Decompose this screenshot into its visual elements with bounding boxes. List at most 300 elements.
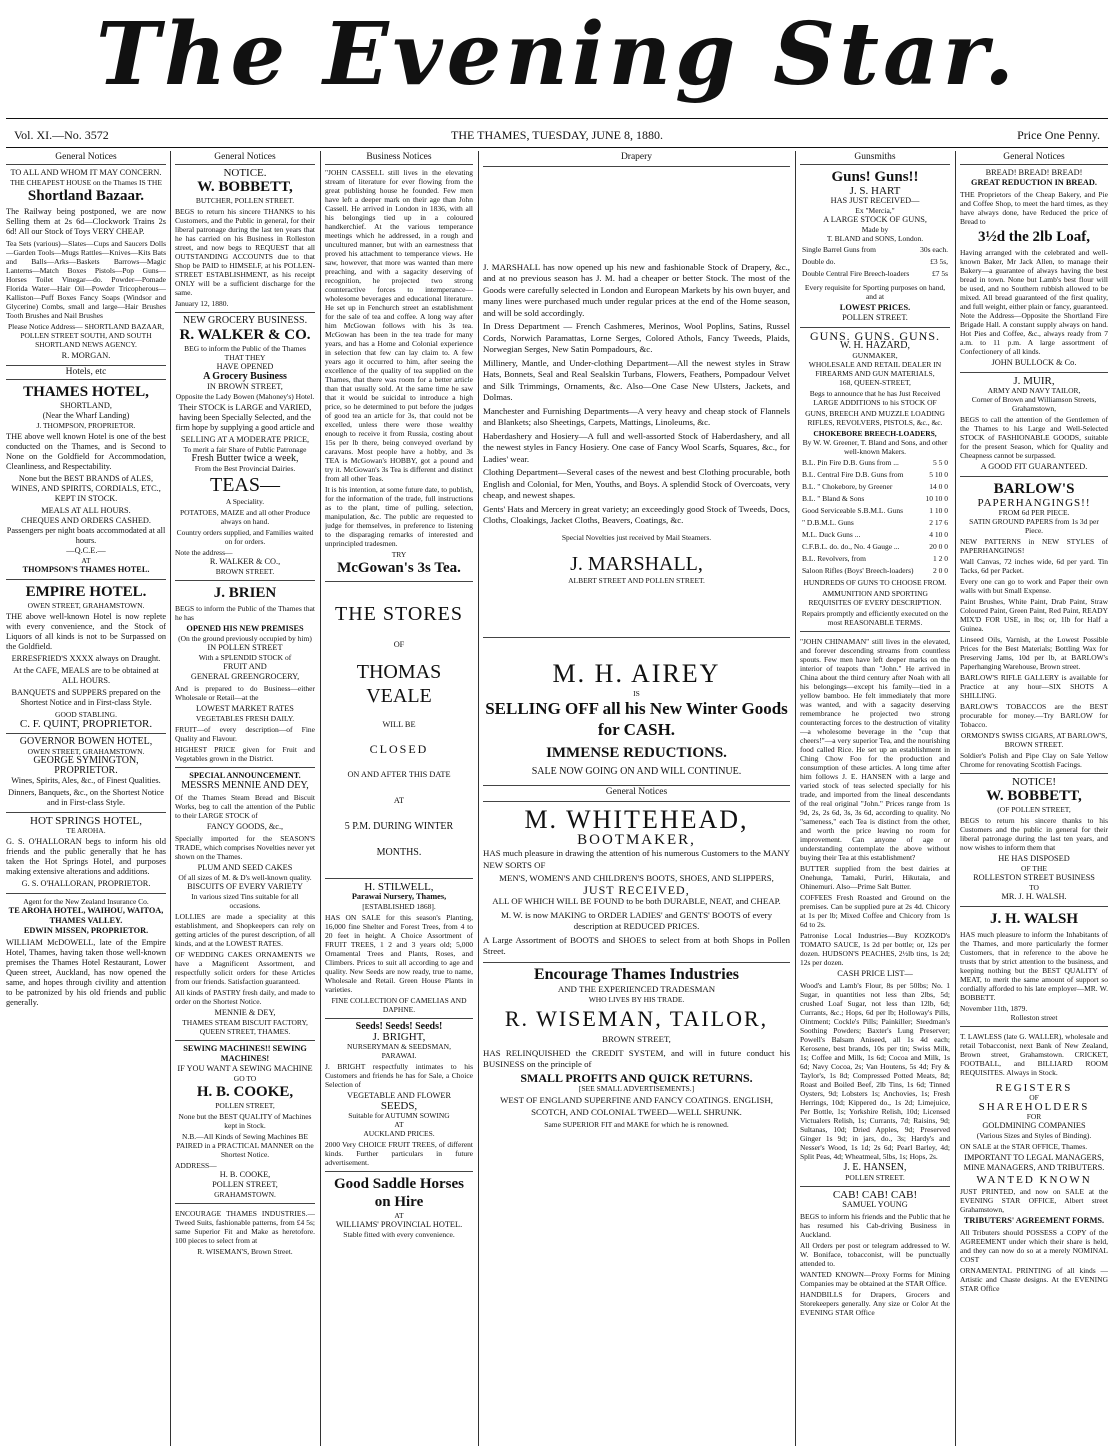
table-cell: 5 5 0 bbox=[933, 458, 948, 467]
ad-text: LOLLIES are made a speciality at this establishment, and Shopkeepers can rely on getting articles of the purest description, of all kinds, and at the LOWEST RATES. bbox=[175, 912, 315, 948]
ad-text: POLLEN STREET. bbox=[845, 1173, 905, 1182]
table-cell: 14 0 0 bbox=[929, 482, 948, 491]
ad-text: POLLEN STREET, bbox=[212, 1180, 278, 1189]
ad-title: 3½d the 2lb Loaf, bbox=[977, 229, 1091, 245]
ad-text: November 11th, 1879. bbox=[960, 1004, 1028, 1013]
ad-text: It is his intention, at some future date, to publish, for the information of the trade, full instructions as to the plant, time of pulling, selection, manipulation, &c. The public are requested to judge for themselves, in preference to listening to the disparaging remarks of interested and unprincipled tradesmen. bbox=[325, 485, 473, 548]
ad-text: Every requisite for Sporting purposes on hand, and at bbox=[804, 283, 946, 301]
walker-grocery-ad bbox=[175, 312, 315, 576]
ad-text: ALL OF WHICH WILL BE FOUND to be both DURABLE, NEAT, and CHEAP. bbox=[492, 896, 781, 906]
ad-text: T. LAWLESS (late G. WALLER), wholesale and retail Tobacconist, next Bank of New Zealand, Brown street, Grahamstown. CRICKET, FOOTBALL, and BILLIARD ROOM REQUISITES. Always in Stock. bbox=[960, 1032, 1108, 1077]
ad-text: FROM 6d PER PIECE. bbox=[998, 508, 1070, 517]
ad-text: Country orders supplied, and Families waited on for orders. bbox=[176, 528, 314, 546]
ad-signature: C. F. QUINT, PROPRIETOR. bbox=[19, 718, 153, 730]
ad-text: Tea Sets (various)—Slates—Cups and Saucers Dolls—Garden Tools—Mugs Rattles—Knives—Kits Bats and Balls—Arks—Baskets Barrows—Magic Lanterns—Match Boxes Pistols—Pop Guns—Horses Toilet Vinegar—do. Powder—Pomade Florida Water—Hair Oil—Powder Tricopherous—Kalliston—Puff Boxes Fancy Soaps (Windsor and Glycerine) Combs, small and large—Hair Brushes Tooth Brushes and Nail Brushes bbox=[6, 239, 166, 320]
ad-title: MESSRS MENNIE AND DEY, bbox=[181, 780, 309, 791]
ad-text: None but the BEST BRANDS of ALES, WINES, AND SPIRITS, CORDIALS, ETC., KEPT IN STOCK. bbox=[11, 474, 161, 503]
stilwell-nursery-ad bbox=[325, 878, 473, 1014]
ad-text: HIGHEST PRICE given for Fruit and Vegetables grown in the District. bbox=[175, 745, 315, 763]
ad-text: Stable fitted with every convenience. bbox=[343, 1230, 455, 1239]
ad-text: Passengers per night boats accommodated at all hours. bbox=[6, 526, 166, 545]
ad-text: POTATOES, MAIZE and all other Produce always on hand. bbox=[179, 508, 311, 526]
ad-text: Their STOCK is LARGE and VARIED, having been Specially Selected, and the firm hope by supplying a good article and bbox=[175, 403, 315, 432]
ad-text: SMALL PROFITS AND QUICK RETURNS. bbox=[520, 1070, 753, 1085]
ad-text: BEGS to inform his friends and the Public that he has resumed his Cab-driving Business in Auckland. bbox=[800, 1212, 950, 1239]
ad-text: HAS JUST RECEIVED— bbox=[830, 196, 920, 205]
ad-text: FANCY GOODS, &c., bbox=[206, 822, 284, 831]
ad-text: AT bbox=[393, 796, 405, 805]
airey-sale-ad bbox=[483, 637, 790, 778]
ad-text: Opposite the Lady Bowen (Mahoney's) Hotel. bbox=[175, 392, 315, 401]
table-cell: 1 10 0 bbox=[929, 506, 948, 515]
ad-text: Fresh Butter twice a week, bbox=[191, 453, 299, 464]
section-header: Drapery bbox=[483, 151, 790, 167]
ad-text: CLOSED bbox=[369, 742, 429, 756]
ad-title: HOT SPRINGS HOTEL, bbox=[30, 815, 142, 827]
saddle-horses-ad bbox=[325, 1171, 473, 1239]
section-header: General Notices bbox=[960, 151, 1108, 165]
table-cell: " D.B.M.L. Guns bbox=[802, 518, 854, 527]
table-cell: 20 0 0 bbox=[929, 542, 948, 551]
column-divider bbox=[320, 151, 321, 1446]
ad-text: (On the ground previously occupied by him) bbox=[178, 634, 312, 643]
masthead-rule bbox=[6, 118, 1108, 119]
hansen-tea-ad bbox=[800, 631, 950, 1182]
ad-text: HUNDREDS OF GUNS TO CHOOSE FROM. bbox=[803, 578, 947, 587]
ad-text: Made by bbox=[861, 225, 889, 234]
ad-text: Wall Canvas, 72 inches wide, 6d per yard. Tin Tacks, 6d per Packet. bbox=[960, 557, 1108, 575]
ad-title: TE AROHA HOTEL, WAIHOU, WAITOA, THAMES VALLEY. bbox=[8, 906, 164, 925]
price: Price One Penny. bbox=[1017, 128, 1100, 142]
ad-text: —Q.C.E.— bbox=[66, 546, 106, 555]
column-4 bbox=[483, 151, 790, 1446]
ad-title: TEAS— bbox=[210, 474, 280, 496]
ad-text: (Near the Wharf Landing) bbox=[42, 411, 130, 420]
ad-title: H. STILWELL, bbox=[364, 881, 434, 893]
ad-title: THAMES HOTEL, bbox=[23, 384, 149, 400]
ad-title: H. B. COOKE, bbox=[196, 1084, 294, 1100]
ad-text: In Dress Department — French Cashmeres, Merinos, Wool Poplins, Satins, Russel Cords, Norwich Paramattas, Lorne Serges, Colored Athols, Fancy Tweeds, Plaids, Norwegian Serges, New Satin Pompadours, &c. bbox=[483, 321, 790, 354]
table-row bbox=[802, 530, 948, 540]
ad-text: Wood's and Lamb's Flour, 8s per 50lbs; No. 1 Sugar, in quantities not less than 2lbs, 5d; crushed Loaf Sugar, not less than 12lb, 6d; Currants, &c.; Hops, 6d per lb; Holloway's Pills, Ointment; Cockle's Pills; Painkiller; Steedman's Soothing Powders; Baxter's Lung Preserver; Powell's Balsam Aniseed, all 1s 4d each; Kerosene, best brands, 10s per tin; Swiss Milk, 1s; Coffee and Milk, 1s 6d; Cocoa and Milk, 1s 6d; Navy Cocoa, 2s; Van Houtens, 5s 4d; Fry & Taylor's, 1s 8d; Compressed Potted Meats, 8d; Roast and Boiled Beef, 2lb Tins, 1s 6d; Tinned Oysters, 9d; Lobsters 1s; Anchovies, 1s; Fresh Herrings, 10d; Kippered do., 1s 2d; Limejuice, Per Bottle, 1s; Yorkshire Relish, 10d; Licensed Victualers Relish, 1s; Currants, 7d; Raisins, 9d; Sultanas, 10d; Dried Apples, 9d; Preserved Ginger 1s 9d; in jars, do., 3s; Hardy's and Nesser's Wood, 1s 1d; 2s 6d; Pearl Barley, 4d; Split Peas, 4d; Wheatmeal, 5lbs, 1s; Hops, 2s. bbox=[800, 981, 950, 1161]
ad-text: WANTED KNOWN—Proxy Forms for Mining Companies may be obtained at the STAR Office. bbox=[800, 1270, 950, 1288]
ad-text: IMMENSE REDUCTIONS. bbox=[546, 744, 727, 761]
ad-title: McGowan's 3s Tea. bbox=[337, 560, 461, 576]
ad-text: A Speciality. bbox=[225, 497, 265, 506]
ad-text: FINE COLLECTION OF CAMELIAS AND DAPHNE. bbox=[331, 996, 467, 1014]
bobbett-notice-ad bbox=[175, 168, 315, 308]
ad-text: JUST RECEIVED, bbox=[583, 882, 690, 897]
ad-text: ROLLESTON STREET BUSINESS bbox=[973, 873, 1095, 882]
ad-text: (OF POLLEN STREET, bbox=[997, 805, 1071, 814]
ad-text: A Large Assortment of BOOTS and SHOES to select from at both Shops in Pollen Street. bbox=[483, 934, 790, 956]
table-row bbox=[802, 482, 948, 492]
ad-text: HAS ON SALE for this season's Planting, 16,000 fine Shelter and Forest Trees, from 4 to 20 feet in height. A Choice Assortment of FRUIT TREES, 1 2 and 3 years old; 5,000 Ornamental Trees and Plants, Roses, and Climbers. Prices to suit all according to age and quality. New Seeds are now ready, true to name, Wholesale and Retail. Green House Plants in varieties. bbox=[325, 913, 473, 994]
ad-text: G. S. O'HALLORAN begs to inform his old friends and the public generally that he has taken the Hot Springs Hotel, and purposes making extensive alterations and additions. bbox=[6, 837, 166, 876]
ad-text: MEALS AT ALL HOURS. bbox=[41, 506, 131, 515]
ad-text: Millinery, Mantle, and Under-clothing Department—All the newest styles in Straw Hats, Bonnets, Seal and Real Sealskin Turbans, Flowers, Feathers, Pompadour Velvet and Silk Trimmings, Ornaments, &c. Also—One Case New Ulsters, Jackets, and Dolmas. bbox=[483, 357, 790, 402]
ad-text: AT bbox=[394, 1211, 404, 1220]
ad-text: ADDRESS— bbox=[175, 1161, 217, 1170]
barlow-paperhangings-ad bbox=[960, 476, 1108, 769]
table-cell: 1 2 0 bbox=[933, 554, 948, 563]
column-divider bbox=[170, 151, 171, 1446]
section-header: General Notices bbox=[483, 785, 790, 802]
ad-text: OF bbox=[393, 640, 405, 649]
ad-text: POLLEN STREET, bbox=[215, 1101, 275, 1110]
ad-text: T. BLAND and SONS, London. bbox=[826, 234, 924, 243]
ad-text: Rolleston street bbox=[1010, 1013, 1058, 1022]
ad-signature: J. E. HANSEN, bbox=[843, 1162, 907, 1173]
section-header: Gunsmiths bbox=[800, 151, 950, 165]
ad-text: BUTTER supplied from the best dairies at Onehunga, Tamaki, Puriri, Hikutaia, and Ohinemuri. Also—Prime Salt Butter. bbox=[800, 864, 950, 891]
ad-text: SATIN GROUND PAPERS from 1s 3d per Piece. bbox=[969, 517, 1099, 535]
table-row bbox=[802, 458, 948, 468]
ad-text: ARMY AND NAVY TAILOR, bbox=[987, 386, 1081, 395]
ad-text: THE Proprietors of the Cheap Bakery, and Pie and Coffee Shop, to meet the hard times, as they have always done, have Reduced the price of Bread to bbox=[960, 190, 1108, 226]
dateline-rule bbox=[6, 147, 1108, 148]
ad-text: Haberdashery and Hosiery—A full and well-assorted Stock of Haberdashery, and all the newest styles in Fancy Hosiery. One case of Fancy Wool Scarfs, Squares, &c., for Ladies' wear. bbox=[483, 430, 790, 464]
wiseman-tweed-ad bbox=[175, 1203, 315, 1256]
ad-text: CHOKEBORE BREECH-LOADERS, bbox=[813, 429, 937, 438]
ad-title: EMPIRE HOTEL. bbox=[25, 584, 147, 600]
ad-text: Begs to announce that he has Just Received LARGE ADDITIONS to his STOCK OF bbox=[809, 389, 941, 407]
ad-text: BEGS to call the attention of the Gentlemen of the Thames to his Large and Well-Selected STOCK of FASHIONABLE GOODS, suitable for the present Season, which for Quality and Cheapness cannot be surpassed. bbox=[960, 415, 1108, 460]
ad-text: And is prepared to do Business—either Wholesale or Retail—at the bbox=[175, 684, 315, 702]
ad-text: WILL BE bbox=[382, 720, 416, 729]
ad-text: TRY bbox=[391, 550, 407, 559]
ad-text: COFFEES Fresh Roasted and Ground on the premises. Can be supplied pure at 2s 4d. Chicory at 1s per lb; Mixed Coffee and Chicory from 1s 6d to 2s. bbox=[800, 893, 950, 929]
ad-title: THE STORES bbox=[335, 603, 463, 625]
ad-text: Of the Thames Steam Bread and Biscuit Works, beg to call the attention of the Public to their LARGE STOCK of bbox=[175, 793, 315, 820]
ad-text: BARLOW'S TOBACCOS are the BEST procurable for money.—Try BARLOW for Tobacco. bbox=[960, 702, 1108, 729]
ad-text: WILLIAMS' PROVINCIAL HOTEL. bbox=[335, 1220, 463, 1229]
table-cell: 2 0 0 bbox=[933, 566, 948, 575]
whitehead-bootmaker-ad bbox=[483, 805, 790, 958]
ad-text: BEGS to inform the Public of the Thames that he has bbox=[175, 604, 315, 622]
ad-text: To merit a fair Share of Public Patronage bbox=[183, 445, 307, 454]
column-1 bbox=[6, 151, 166, 1446]
ad-text: Paint Brushes, White Paint, Drab Paint, Straw Coloured Paint, Green Paint, Red Paint, READY MIX'D FOR USE, in lbs; or, 1lb for Half a Guinea. bbox=[960, 597, 1108, 633]
column-2 bbox=[175, 151, 315, 1446]
ad-title: CAB! CAB! CAB! bbox=[832, 1189, 918, 1201]
ad-title: GUNS. GUNS. GUNS. bbox=[809, 329, 940, 343]
ad-text: THAMES STEAM BISCUIT FACTORY, QUEEN STREET, THAMES. bbox=[182, 1018, 308, 1036]
cab-ad bbox=[800, 1186, 950, 1317]
mcgowan-tea-ad bbox=[325, 168, 473, 577]
table-cell: B.L. Revolvers, from bbox=[802, 554, 866, 563]
column-6 bbox=[960, 151, 1108, 1446]
ad-text: ORNAMENTAL PRINTING of all kinds —Artistic and Chaste designs. At the EVENING STAR Office bbox=[960, 1266, 1108, 1293]
column-divider bbox=[795, 151, 796, 1446]
hazard-gunmaker-ad bbox=[800, 327, 950, 627]
brien-fruit-ad bbox=[175, 580, 315, 763]
ad-title: BARLOW'S bbox=[993, 481, 1075, 497]
ad-text: GUNMAKER, bbox=[852, 351, 898, 360]
ad-text: In various sized Tins suitable for all occasions. bbox=[191, 892, 299, 910]
ad-text: Ex "Mercia," bbox=[855, 206, 895, 215]
ad-text: POLLEN STREET. bbox=[842, 313, 908, 322]
ad-text: HE HAS DISPOSED bbox=[998, 854, 1070, 863]
ad-text: "JOHN CHINAMAN" still lives in the elevated, and forever descending streams from countless spouts. Few men have left deeper marks on the interior of teapots than "John." He arrived in China about the third century after Noah with all his belongings—except his family—tied in a yellow bamboo. He felt immediately that more was wanted, and with a sagacity deserving remembrance he projected two strong counteracting forces to the destruction of vitality —a wholesome beverage in the "cup that cheers!"—a very superior Tea, and the nourishing food called Rice. He set up an establishment in Ching Chow Foo for the production and consumption of these articles. A long time after him follows J. E. HANSEN with a large and varied stock of teas selected specially for his trade, and imported from the lineal descendants of the real original "John." Prices range from 1s 9d, 2s, 2s 6d, 3s, 3s 6d, according to quality. No "sameness," each Tea is distinct from the other, and worth the price leaving no room for improvement. Can anyone of age or understanding contemplate the above without buying their Tea at this establishment? bbox=[800, 637, 950, 862]
ad-text: The Railway being postponed, we are now Selling them at 2s 6d—Clockwork Trains 2s 6d! All our Stock of Toys VERY CHEAP. bbox=[6, 207, 166, 236]
ad-heading: SEWING MACHINES!! SEWING MACHINES! bbox=[183, 1044, 307, 1063]
hart-guns-ad bbox=[800, 168, 950, 323]
ad-text: AND THE EXPERIENCED TRADESMAN bbox=[557, 983, 716, 994]
ad-title: J. MARSHALL, bbox=[570, 552, 703, 575]
registers-ad bbox=[960, 1026, 1108, 1293]
table-row bbox=[802, 554, 948, 564]
ad-text: IMPORTANT TO LEGAL MANAGERS, MINE MANAGERS, AND TRIBUTERS. bbox=[963, 1153, 1105, 1172]
ad-text: (Various Sizes and Styles of Binding). bbox=[976, 1131, 1092, 1140]
ad-text: IN POLLEN STREET bbox=[207, 643, 283, 652]
ad-title: SELLING OFF all his New Winter Goods for CASH. bbox=[485, 698, 788, 739]
bobbett-disposed-notice bbox=[960, 773, 1108, 902]
ad-text: PARAWAI. bbox=[381, 1051, 417, 1060]
ad-text: ENCOURAGE THAMES INDUSTRIES.—Tweed Suits, fashionable patterns, from £4 5s; same Superior Fit and Make as heretofore. 100 pieces to select from at bbox=[175, 1209, 315, 1245]
ad-text: IN BROWN STREET, bbox=[207, 382, 283, 391]
ad-signature: JOHN BULLOCK & Co. bbox=[991, 358, 1077, 367]
ad-heading: NOTICE. bbox=[223, 167, 267, 179]
table-cell: C.F.B.L. do. do., No. 4 Gauge ... bbox=[802, 542, 900, 551]
ad-text: Specially imported for the SEASON'S TRADE, which comprises Novelties never yet shown on the Thames. bbox=[175, 834, 315, 861]
ad-text: BEGS to return his sincere THANKS to his Customers, and the Public in general, for their liberal patronage during the last ten years that he has carried on his Business in Rolleston street, and now begs to REQUEST that all OUTSTANDING ACCOUNTS due to that Shop be PAID to HIMSELF, at his POLLEN-STREET ESTABLISHMENT, as his receipt ONLY will be a sufficient discharge for the same. bbox=[175, 207, 315, 297]
table-cell: £7 5s bbox=[931, 269, 948, 278]
ad-text: ON SALE at the STAR OFFICE, Thames. bbox=[960, 1142, 1088, 1151]
ad-text: EDWIN MISSEN, PROPRIETOR. bbox=[23, 926, 149, 935]
ad-text: OF WEDDING CAKES ORNAMENTS we have a Magnificent Assortment, and respectfully solicit orders for these Articles from our friends. Satisfaction guaranteed. bbox=[175, 950, 315, 986]
ad-text: SEEDS, bbox=[380, 1100, 418, 1112]
ad-text: BROWN STREET. bbox=[215, 567, 275, 576]
ad-heading: Seeds! Seeds! Seeds! bbox=[355, 1021, 443, 1032]
ad-text: Soldier's Polish and Pipe Clay on Sale Yellow Chrome for renovating Scottish Facings. bbox=[960, 751, 1108, 769]
table-row bbox=[802, 257, 948, 267]
ad-title: J. BRIGHT, bbox=[372, 1031, 426, 1043]
ad-title: J. BRIEN bbox=[213, 585, 277, 601]
masthead bbox=[0, 0, 1114, 118]
ad-text: SAMUEL YOUNG bbox=[842, 1200, 908, 1209]
ad-heading: NEW GROCERY BUSINESS. bbox=[182, 315, 308, 326]
ad-text: January 12, 1880. bbox=[175, 299, 229, 308]
ad-title: BOOTMAKER, bbox=[577, 831, 696, 848]
ad-text: GEORGE SYMINGTON, PROPRIETOR. bbox=[33, 755, 139, 776]
ad-text: Agent for the New Zealand Insurance Co. bbox=[23, 897, 149, 906]
ad-text: LOWEST MARKET RATES bbox=[196, 704, 294, 713]
ad-title: Shortland Bazaar. bbox=[27, 188, 145, 204]
ad-text: All Tributers should POSSESS a COPY of the AGREEMENT under which their share is held, and they can now do so at a merely NOMINAL COST bbox=[960, 1228, 1108, 1264]
ad-text: AT bbox=[394, 1120, 404, 1129]
ad-text: Clothing Department—Several cases of the newest and best Clothing procurable, both English and Colonial, for Men, Youths, and Boys. A splendid Stock of Overcoats, very cheap, and newest shapes. bbox=[483, 467, 790, 500]
table-row bbox=[802, 494, 948, 504]
ad-text: J. THOMPSON, PROPRIETOR. bbox=[36, 421, 136, 430]
ad-title: W. BOBBETT, bbox=[986, 788, 1082, 804]
table-cell: 5 10 0 bbox=[929, 470, 948, 479]
section-header: General Notices bbox=[175, 151, 315, 165]
ad-text: CHEQUES AND ORDERS CASHED. bbox=[21, 516, 151, 525]
ad-title: on Hire bbox=[374, 1194, 424, 1210]
ad-text: JUST PRINTED, and now on SALE at the EVENING STAR OFFICE, Albert street Grahamstown, bbox=[960, 1187, 1108, 1214]
ad-text: THE CHEAPEST HOUSE on the Thames IS THE bbox=[10, 178, 162, 187]
table-row bbox=[802, 470, 948, 480]
ad-text: "JOHN CASSELL still lives in the elevating stream of literature for ever flowing from the great publishing house he founded. Few men have left a deeper mark on their age than John Cassell. He arrived in London in 1836, with all his belongings tied up in a coloured handkerchief. At the various temperance meetings which he addressed, in a rough and uncultured manner, but with an earnestness that proved his attachment to temperance views. He saw, however, that more was wanted than mere preaching, and with a sagacity deserving of recognition, he projected two strong counteractive forces to intemperance—wholesome beverages and educational literature. He set up in Fenchurch street an establishment for the sale of tea and coffee. A long way after him McGowan follows with his 3s tea. McGowan has been in the tea trade for many years, and has a Home and Colonial experience in selection that few can lay claim to. A few years ago it occurred to him, after seeing the excellence of the quality of tea supplied on the Thames, that there was room for a better article than that usually sold. At the same time he saw that it would be suicidal to introduce a high price, so he determined to put before the judges of good tea an article for 3s, that could not be excelled, unless there were those wealthy enough to receive it from Russia, costing about 15s per lb there, being conveyed overland by caravans. Most people have a hobby, and 3s TEA is McGowan's HOBBY, got a pound and try it. McGowan's 3s Tea is different and distinct from all other Teas. bbox=[325, 168, 473, 483]
ad-text: A GOOD FIT GUARANTEED. bbox=[980, 462, 1088, 471]
ad-text: Same SUPERIOR FIT and MAKE for which he is renowned. bbox=[544, 1120, 729, 1129]
table-row bbox=[802, 269, 948, 279]
ad-text: MEN'S, WOMEN'S AND CHILDREN'S BOOTS, SHOES, AND SLIPPERS, bbox=[499, 873, 774, 883]
ad-text: 5 P.M. DURING WINTER bbox=[344, 821, 454, 832]
governor-bowen-hotel-ad bbox=[6, 733, 166, 808]
wiseman-tailor-ad bbox=[483, 962, 790, 1130]
ad-heading: NOTICE! bbox=[1012, 776, 1056, 788]
gun-price-table bbox=[800, 243, 950, 281]
thomas-veale-ad bbox=[325, 581, 473, 858]
thames-hotel-ad bbox=[6, 383, 166, 575]
ad-signature: R. MORGAN. bbox=[61, 351, 111, 360]
table-cell: Saloon Rifles (Boys' Breech-loaders) bbox=[802, 566, 914, 575]
ad-text: BARLOW'S RIFLE GALLERY is available for Practice at any hour—SIX SHOTS A SHILLING. bbox=[960, 673, 1108, 700]
ad-text: CASH PRICE LIST— bbox=[837, 969, 913, 978]
ad-title: J. MUIR, bbox=[1013, 375, 1055, 387]
ad-text: HAS much pleasure in drawing the attention of his numerous Customers to the MANY NEW SORTS OF bbox=[483, 848, 790, 870]
ad-text: BANQUETS and SUPPERS prepared on the Shortest Notice and in First-class Style. bbox=[11, 688, 161, 707]
ad-text: Parawai Nursery, Thames, bbox=[351, 892, 447, 901]
ad-text: TRIBUTERS' AGREEMENT FORMS. bbox=[963, 1216, 1105, 1225]
volume-number: Vol. XI.—No. 3572 bbox=[14, 128, 109, 142]
ad-text: HAS RELINQUISHED the CREDIT SYSTEM, and will in future conduct his BUSINESS on the principle of bbox=[483, 1047, 790, 1069]
ad-text: M. W. is now MAKING to ORDER LADIES' and GENTS' BOOTS of every description at REDUCED PRICES. bbox=[501, 909, 772, 931]
hot-springs-hotel-ad bbox=[6, 812, 166, 889]
column-5 bbox=[800, 151, 950, 1446]
ad-text: Dinners, Banquets, &c., on the Shortest Notice and in First-class Style. bbox=[8, 788, 164, 807]
ad-title: Encourage Thames Industries bbox=[533, 965, 740, 983]
ad-text: A LARGE STOCK OF GUNS, bbox=[823, 215, 927, 224]
ad-text: Every one can go to work and Paper their own walls with but Small Expense. bbox=[960, 577, 1108, 595]
ad-text: ON AND AFTER THIS DATE bbox=[347, 770, 451, 779]
ad-text: ORMOND'S SWISS CIGARS, AT BARLOW'S, BROWN STREET. bbox=[960, 731, 1108, 749]
ad-signature: H. B. COOKE, bbox=[219, 1170, 271, 1179]
ad-text: Of all sizes of M. & D's well-known quality. bbox=[178, 873, 312, 882]
ad-text: A Grocery Business bbox=[203, 371, 287, 382]
walsh-butcher-ad bbox=[960, 906, 1108, 1022]
ad-title: R. WALKER & CO. bbox=[179, 327, 311, 343]
table-cell: M.L. Duck Guns ... bbox=[802, 530, 861, 539]
mennie-dey-ad bbox=[175, 767, 315, 1036]
ad-text: 168, QUEEN-STREET, bbox=[839, 378, 911, 387]
ad-text: At the CAFE, MEALS are to be obtained at ALL HOURS. bbox=[13, 666, 159, 685]
ad-text: THE above well known Hotel is one of the best conducted on the Thames, and is Second to None on the Goldfield for Accommodation, Cleanliness, and Respectability. bbox=[6, 432, 166, 471]
column-divider bbox=[478, 151, 479, 1446]
ad-text: Corner of Brown and Williamson Streets, Grahamstown, bbox=[971, 395, 1097, 413]
gun-price-table bbox=[800, 456, 950, 578]
ad-text: GENERAL GREENGROCERY, bbox=[190, 672, 300, 681]
table-cell: 4 10 0 bbox=[929, 530, 948, 539]
table-cell: 30s each. bbox=[920, 245, 948, 254]
ad-text: THOMPSON'S THAMES HOTEL. bbox=[22, 565, 150, 574]
ad-text: PLUM AND SEED CAKES bbox=[197, 863, 293, 872]
bakery-ad bbox=[960, 168, 1108, 368]
ad-text: LOWEST PRICES. bbox=[839, 303, 911, 312]
ad-text: Suitable for AUTUMN SOWING bbox=[348, 1111, 450, 1120]
table-row bbox=[802, 542, 948, 552]
ad-text: GO TO bbox=[233, 1074, 257, 1083]
ad-text: Note the address— bbox=[175, 548, 233, 557]
section-header: Business Notices bbox=[325, 151, 473, 165]
ad-text: GUNS, BREECH AND MUZZLE LOADING RIFLES, REVOLVERS, PISTOLS, &c., &c. bbox=[805, 409, 945, 427]
ad-text: Please Notice Address— SHORTLAND BAZAAR, POLLEN STREET SOUTH, AND SOUTH SHORTLAND NEWS AGENCY. bbox=[8, 322, 164, 349]
table-row bbox=[802, 518, 948, 528]
ad-text: MR. J. H. WALSH. bbox=[1001, 892, 1067, 901]
ad-title: Guns! Guns!! bbox=[831, 169, 919, 185]
table-cell: B.L. Central Fire D.B. Guns from bbox=[802, 470, 904, 479]
ad-heading: TO ALL AND WHOM IT MAY CONCERN. bbox=[10, 168, 162, 177]
ad-text: OWEN STREET, GRAHAMSTOWN. bbox=[27, 601, 145, 610]
table-cell: B.L. Pin Fire D.B. Guns from ... bbox=[802, 458, 899, 467]
ad-text: WHOLESALE AND RETAIL DEALER IN FIREARMS AND GUN MATERIALS, bbox=[808, 360, 942, 378]
ad-text: NURSERYMAN & SEEDSMAN, bbox=[347, 1042, 451, 1051]
ad-text: VEGETABLE AND FLOWER bbox=[347, 1091, 451, 1100]
column-divider bbox=[955, 151, 956, 1446]
table-cell: Double Central Fire Breech-loaders bbox=[802, 269, 910, 278]
ad-text: TO bbox=[1029, 883, 1039, 892]
column-3 bbox=[325, 151, 473, 1446]
table-cell: 10 10 0 bbox=[925, 494, 948, 503]
cooke-sewing-machines-ad bbox=[175, 1040, 315, 1199]
ad-text: Special Novelties just received by Mail Steamers. bbox=[561, 532, 712, 542]
ad-text: SHORTLAND, bbox=[60, 401, 112, 410]
ad-title: J. S. HART bbox=[849, 185, 901, 197]
ad-heading: BREAD! BREAD! BREAD! bbox=[985, 168, 1083, 177]
ad-text: By W. W. Greener, T. Bland and Sons, and other well-known Makers. bbox=[802, 438, 948, 456]
table-cell: £3 5s, bbox=[930, 257, 948, 266]
ad-text: ALBERT STREET AND POLLEN STREET. bbox=[568, 575, 705, 585]
table-cell: B.L. " Chokebore, by Greener bbox=[802, 482, 893, 491]
ad-title: WANTED KNOWN bbox=[976, 1174, 1092, 1186]
ad-text: BEG to inform the Public of the Thames THAT THEY bbox=[184, 344, 306, 362]
ad-text: 2000 Very CHOICE FRUIT TREES, of different kinds. Further particulars in future advertisement. bbox=[325, 1140, 473, 1167]
table-row bbox=[802, 566, 948, 576]
ad-text: R. WISEMAN'S, Brown Street. bbox=[197, 1247, 293, 1256]
ad-heading: SPECIAL ANNOUNCEMENT. bbox=[189, 771, 301, 780]
ad-text: GOLDMINING COMPANIES bbox=[982, 1121, 1086, 1130]
ad-text: Repairs promptly and efficiently executed on the most REASONABLE TERMS. bbox=[801, 609, 949, 627]
ad-text: AT bbox=[81, 556, 91, 565]
bright-seeds-ad bbox=[325, 1018, 473, 1167]
ad-text: FOR bbox=[1026, 1112, 1042, 1121]
ad-text: GRAHAMSTOWN. bbox=[214, 1190, 276, 1199]
ad-text: IS bbox=[633, 688, 640, 698]
ad-title: Good Saddle Horses bbox=[333, 1176, 465, 1192]
table-row bbox=[802, 506, 948, 516]
ad-title: PAPERHANGINGS!! bbox=[977, 497, 1091, 509]
section-header: Hotels, etc bbox=[6, 365, 166, 380]
ad-text: NEW PATTERNS in NEW STYLES of PAPERHANGINGS! bbox=[960, 537, 1108, 555]
table-cell: Single Barrel Guns from bbox=[802, 245, 876, 254]
ad-text: N.B.—All Kinds of Sewing Machines BE PAIRED in a PRACTICAL MANNER on the Shortest Notice. bbox=[176, 1132, 314, 1159]
ad-text: Gents' Hats and Mercery in great variety; an exceedingly good Stock of Tweeds, Docs, Cloths, Cloakings, Jacket Cloths, Beavers, Coatings, &c. bbox=[483, 503, 790, 525]
ad-text: THE above well-known Hotel is now replete with every convenience, and the Stock of Liquors of all kinds is not to be Surpassed on the Goldfield. bbox=[6, 612, 166, 651]
ad-text: ERRESFRIED'S XXXX always on Draught. bbox=[11, 654, 161, 663]
ad-text: WEST OF ENGLAND SUPERFINE AND FANCY COATINGS. ENGLISH, SCOTCH, AND COLONIAL TWEED—WELL SHRUNK. bbox=[500, 1095, 773, 1117]
table-cell: B.L. " Bland & Sons bbox=[802, 494, 865, 503]
ad-title: SHAREHOLDERS bbox=[978, 1101, 1090, 1113]
table-cell: 2 17 6 bbox=[929, 518, 948, 527]
ad-text: OPENED HIS NEW PREMISES bbox=[186, 624, 304, 633]
ad-text: BROWN STREET, bbox=[602, 1034, 671, 1044]
ad-text: MONTHS. bbox=[376, 847, 422, 858]
ad-text: SALE NOW GOING ON AND WILL CONTINUE. bbox=[531, 765, 742, 777]
ad-text: All Orders per post or telegram addressed to W. W. Boniface, tobacconist, will be punctually attended to. bbox=[800, 1241, 950, 1268]
dateline bbox=[0, 128, 1114, 146]
